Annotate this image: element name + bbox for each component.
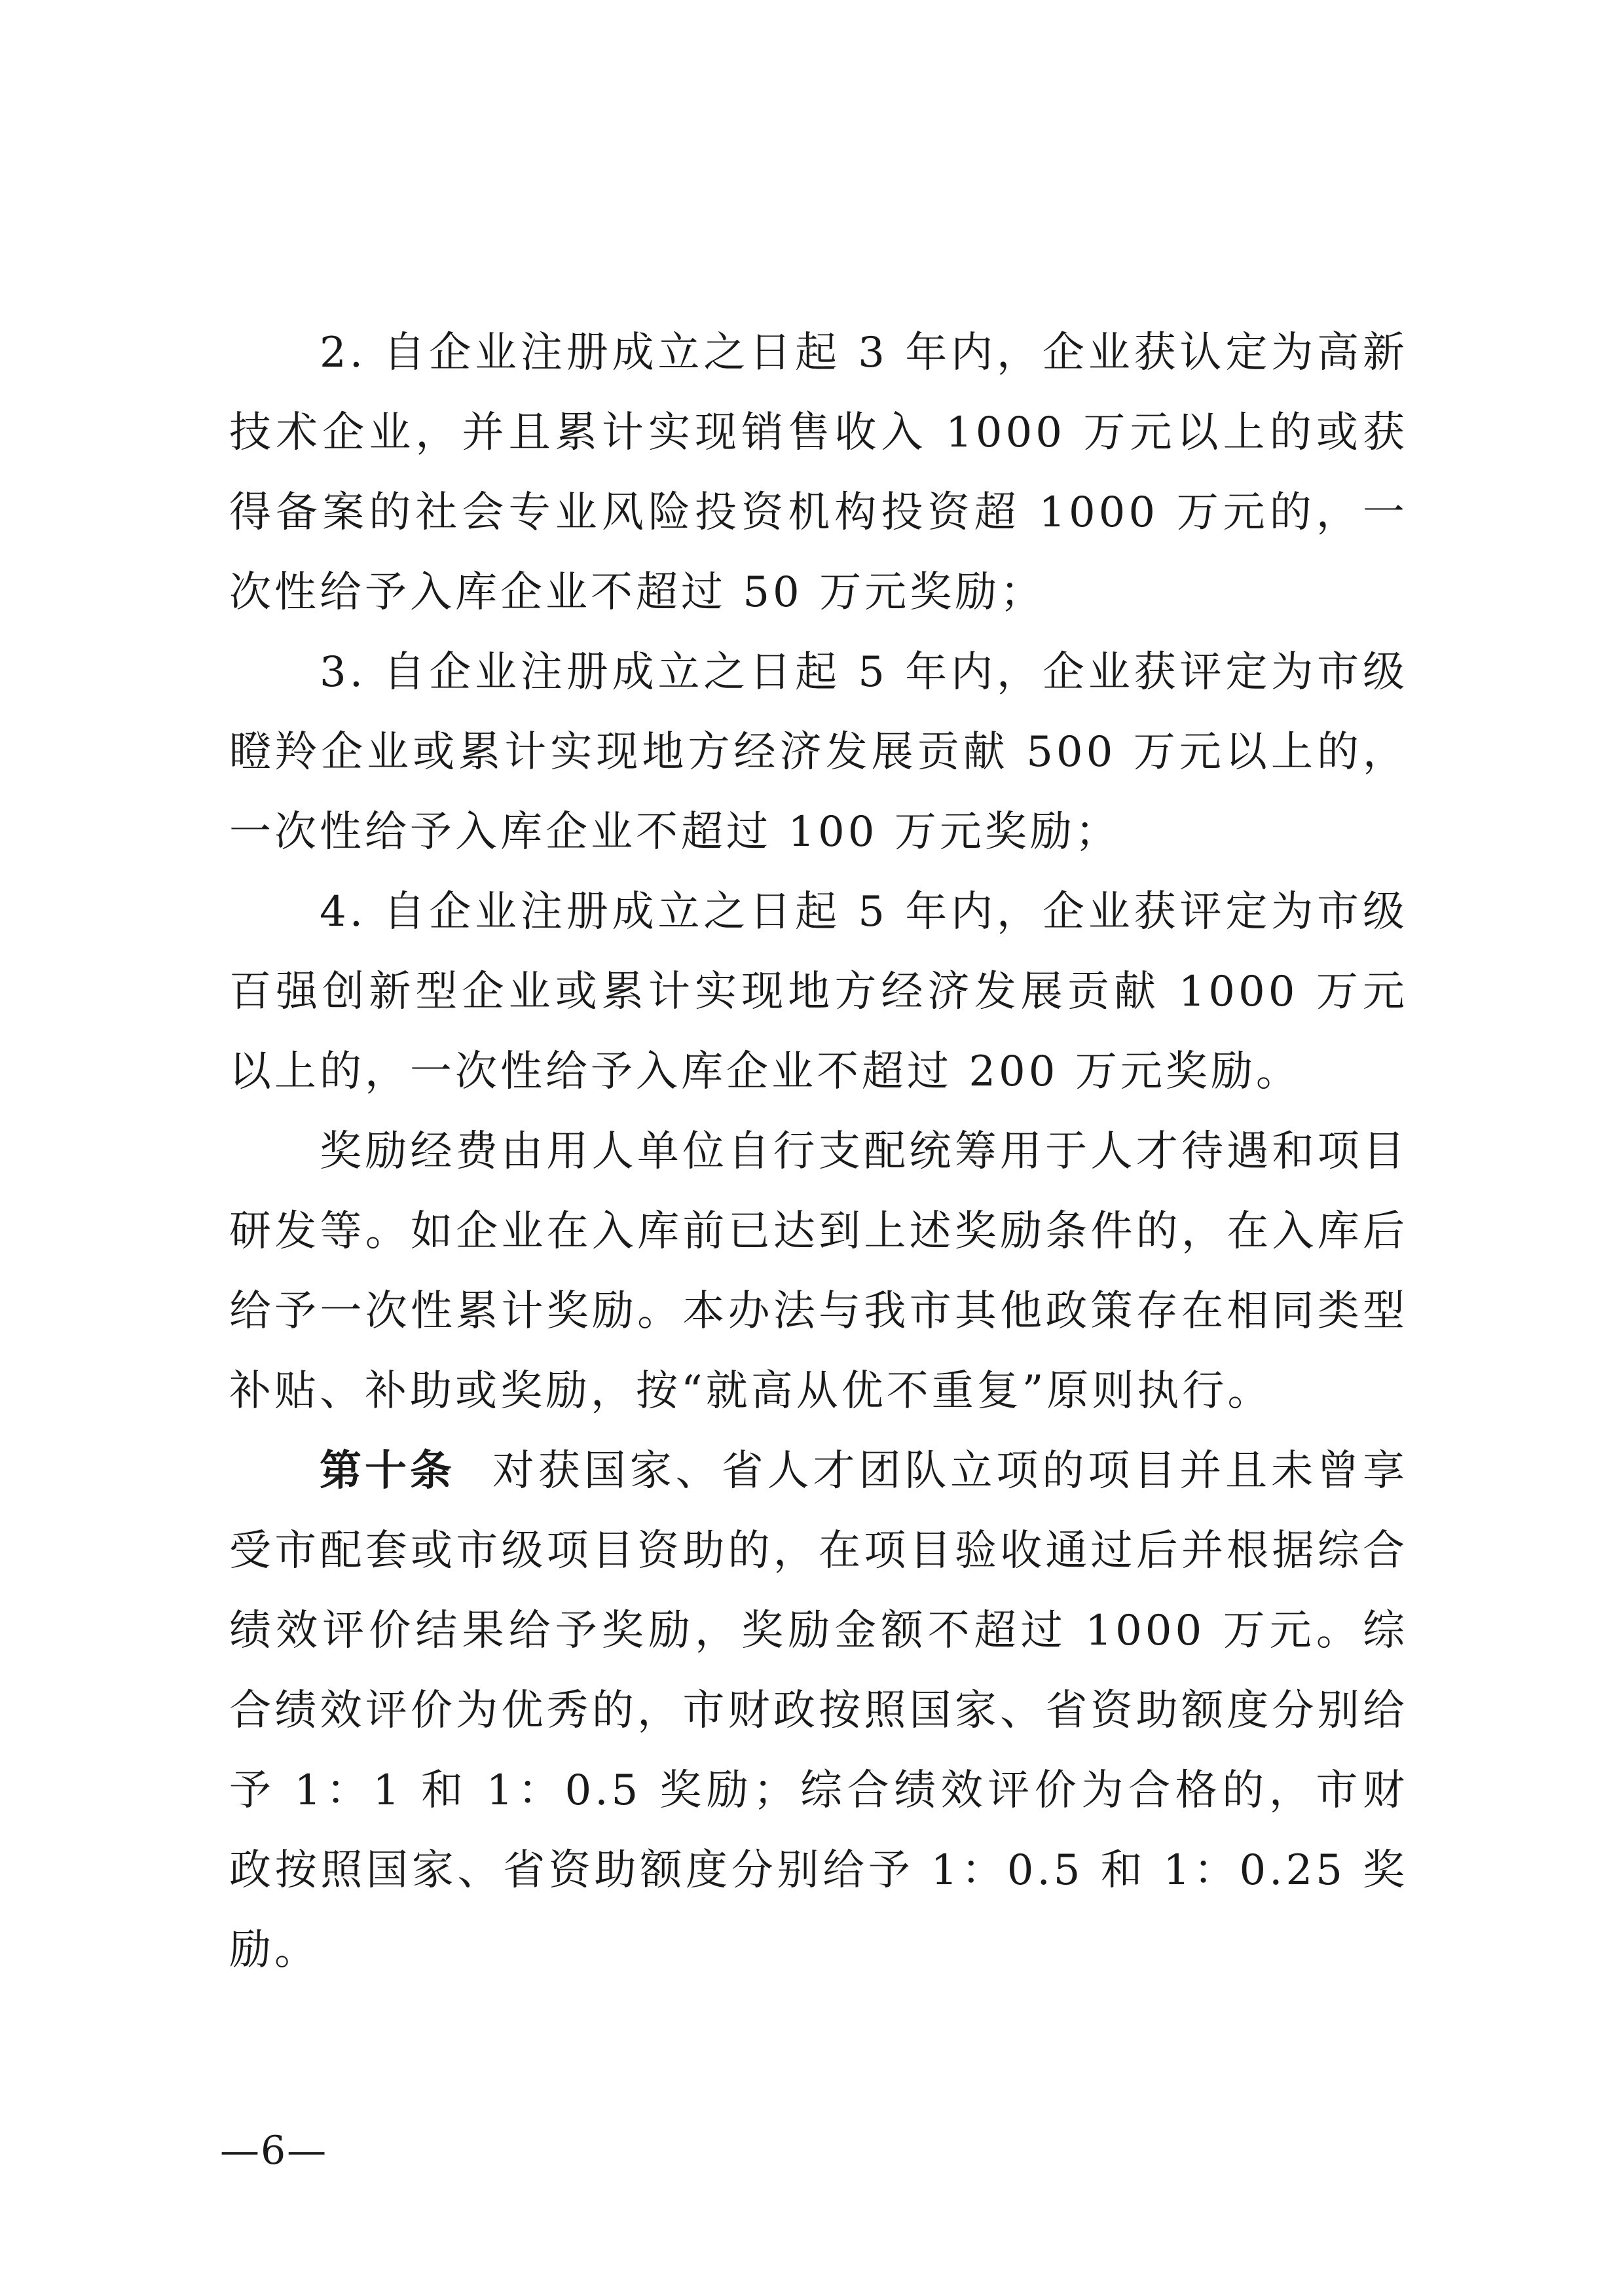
paragraph-item-4: 4. 自企业注册成立之日起 5 年内，企业获评定为市级百强创新型企业或累计实现地方经济发展贡献 1000 万元以上的，一次性给予入库企业不超过 200 万元奖励。	[229, 888, 1408, 1096]
paragraph-item-2: 2. 自企业注册成立之日起 3 年内，企业获认定为高新技术企业，并且累计实现销售收入 1000 万元以上的或获得备案的社会专业风险投资机构投资超 1000 万元的，一次性给予入库企业不超过 50 万元奖励；	[229, 329, 1408, 617]
paragraph-item-3: 3. 自企业注册成立之日起 5 年内，企业获评定为市级瞪羚企业或累计实现地方经济发展贡献 500 万元以上的，一次性给予入库企业不超过 100 万元奖励；	[229, 648, 1408, 856]
paragraph-award-funding: 奖励经费由用人单位自行支配统筹用于人才待遇和项目研发等。如企业在入库前已达到上述奖励条件的，在入库后给予一次性累计奖励。本办法与我市其他政策存在相同类型补贴、补助或奖励，按“就高从优不重复”原则执行。	[229, 1127, 1408, 1415]
article-ten-label: 第十条	[320, 1447, 455, 1495]
page-number: —6—	[220, 2128, 328, 2174]
article-ten-paragraph	[229, 1431, 1408, 1990]
document-body	[229, 313, 1408, 1990]
article-ten-text: 对获国家、省人才团队立项的项目并且未曾享受市配套或市级项目资助的，在项目验收通过后并根据综合绩效评价结果给予奖励，奖励金额不超过 1000 万元。综合绩效评价为优秀的，市财政按照国家、省资助额度分别给予 1：1 和 1：0.5 奖励；综合绩效评价为合格的，市财政按照国家、省资助额度分别给予 1：0.5 和 1：0.25 奖励。	[229, 1447, 1409, 1975]
